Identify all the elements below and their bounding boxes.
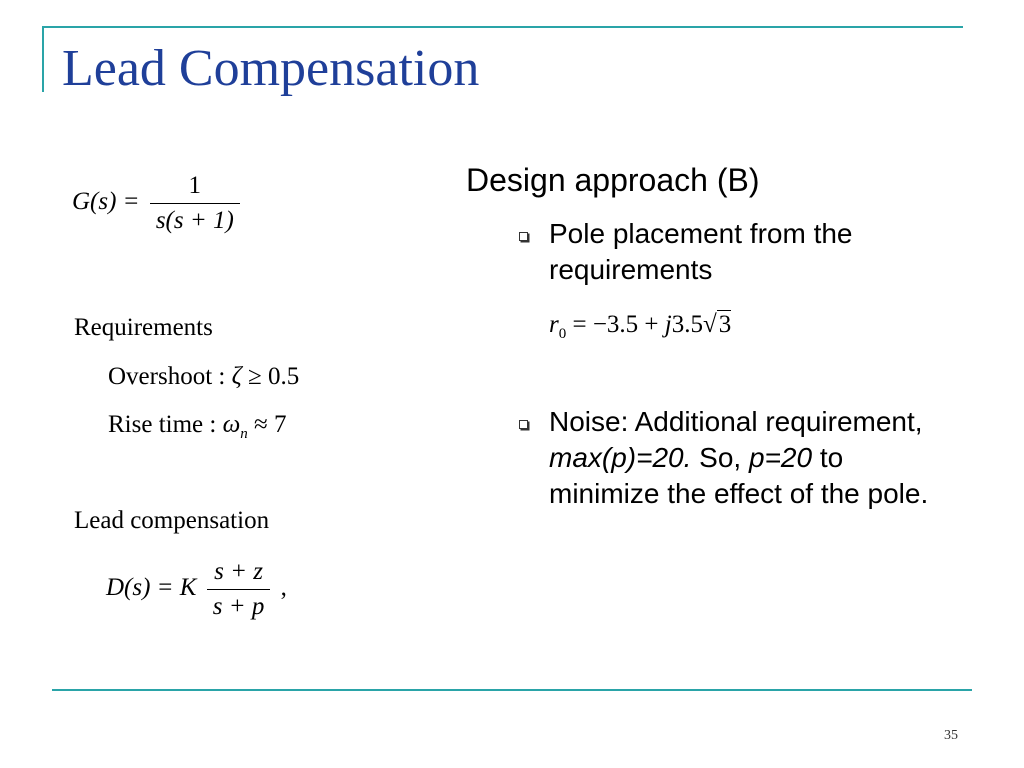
- overshoot-requirement: [108, 363, 299, 391]
- bottom-divider: [52, 689, 972, 691]
- design-approach-heading: Design approach (B): [466, 162, 760, 198]
- pole-equation-middle: = −3.5 +: [572, 311, 665, 338]
- compensator-denominator: s + p: [207, 589, 271, 621]
- pole-location-equation: [549, 311, 731, 343]
- rise-time-requirement: [108, 411, 286, 443]
- square-bullet-icon: [519, 420, 528, 429]
- square-bullet-icon: [519, 232, 528, 241]
- zeta-symbol: ζ: [231, 363, 242, 390]
- bullet-noise: [549, 404, 949, 512]
- compensator-fraction: [207, 558, 271, 621]
- plant-numerator: 1: [188, 172, 202, 199]
- sqrt-argument: 3: [718, 311, 732, 338]
- plant-transfer-function: [72, 172, 244, 235]
- top-divider: [42, 26, 963, 28]
- noise-p-value: p=20: [749, 442, 813, 473]
- pole-imag-coefficient: 3.5: [671, 311, 703, 338]
- plant-lhs: G(s) =: [72, 188, 140, 216]
- overshoot-label: Overshoot :: [108, 363, 226, 390]
- slide-title: Lead Compensation: [62, 40, 480, 97]
- noise-max-p: max(p)=20.: [549, 442, 692, 473]
- title-accent-line: [42, 26, 44, 92]
- noise-text-1: Noise: Additional requirement,: [549, 406, 923, 437]
- bullet-pole-placement: Pole placement from the requirements: [549, 218, 853, 285]
- pole-subscript: 0: [558, 326, 567, 342]
- omega-symbol: ω: [222, 411, 241, 438]
- page-number: 35: [944, 728, 958, 743]
- rise-time-label: Rise time :: [108, 411, 217, 438]
- omega-subscript: n: [240, 426, 248, 442]
- requirements-heading: Requirements: [74, 314, 213, 341]
- compensator-transfer-function: [106, 558, 287, 621]
- compensator-comma: ,: [280, 574, 287, 602]
- compensator-numerator: s + z: [214, 558, 263, 585]
- pole-symbol: r: [549, 311, 559, 338]
- rise-time-relation: ≈ 7: [253, 411, 287, 438]
- compensator-lhs: D(s) = K: [106, 574, 197, 602]
- plant-fraction: [150, 172, 240, 235]
- noise-text-5: to minimize the effect of the pole.: [549, 442, 929, 509]
- plant-denominator: s(s + 1): [150, 203, 240, 235]
- sqrt-symbol: √: [703, 311, 717, 338]
- lead-compensation-heading: Lead compensation: [74, 507, 270, 534]
- imaginary-unit: j: [664, 311, 672, 338]
- noise-text-3: So,: [691, 442, 749, 473]
- overshoot-relation: ≥ 0.5: [247, 363, 300, 390]
